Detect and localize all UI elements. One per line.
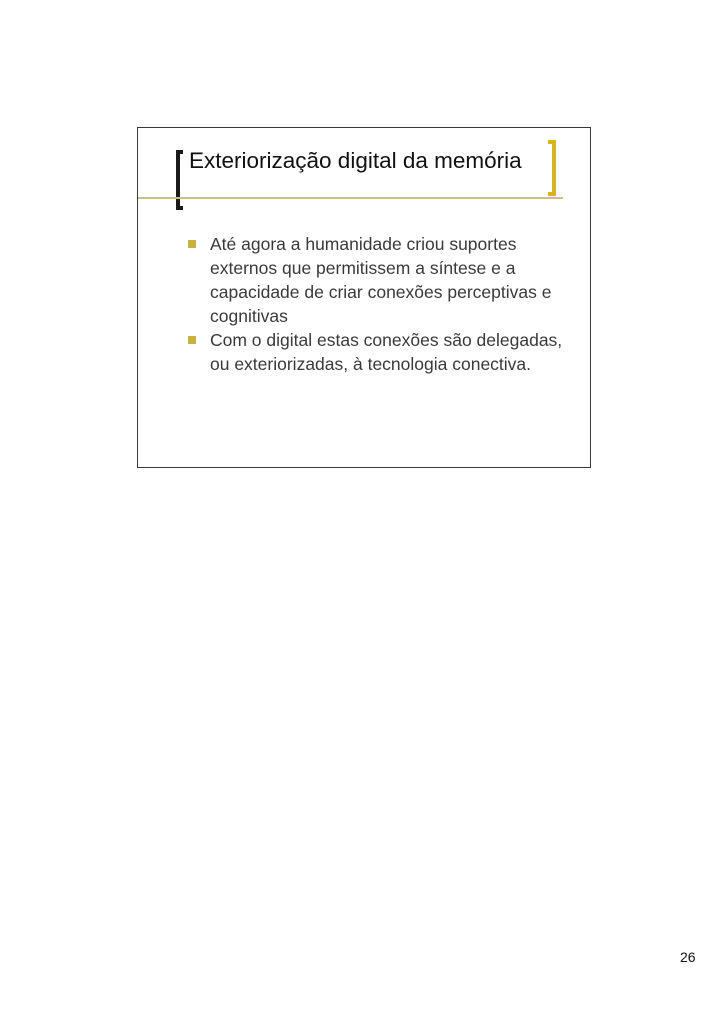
title-underline-rule — [138, 197, 563, 199]
bullet-item — [188, 232, 568, 328]
square-bullet-icon — [188, 240, 196, 248]
bullet-text: Com o digital estas conexões são delegadas, ou exteriorizadas, à tecnologia conectiva. — [210, 330, 563, 374]
slide-title: Exteriorização digital da memória — [189, 148, 522, 173]
bullet-text: Até agora a humanidade criou suportes externos que permitissem a síntese e a capacidade de criar conexões perceptivas e cognitivas — [210, 234, 552, 326]
bullet-list — [188, 232, 568, 376]
bullet-item — [188, 328, 568, 376]
left-bracket-decoration — [176, 150, 183, 210]
slide-frame — [137, 127, 591, 468]
square-bullet-icon — [188, 336, 196, 344]
page-number: 26 — [680, 949, 696, 965]
right-bracket-decoration — [548, 140, 556, 196]
